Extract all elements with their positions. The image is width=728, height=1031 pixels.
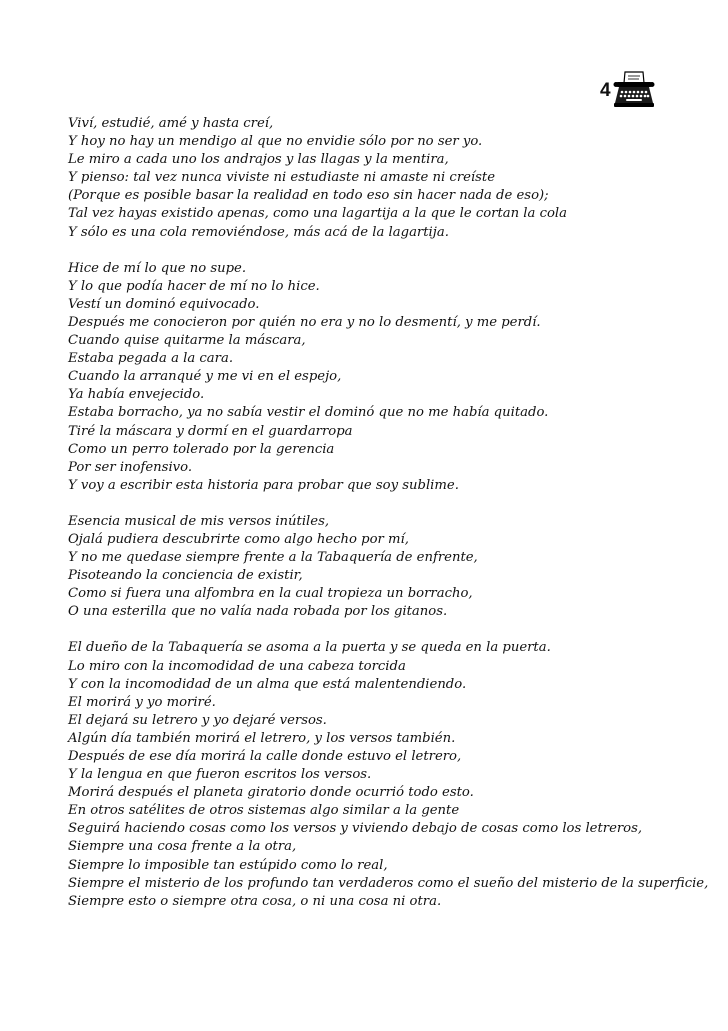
poem-line: Estaba pegada a la cara. bbox=[68, 351, 234, 367]
stanza bbox=[68, 115, 688, 242]
poem-body bbox=[68, 115, 709, 929]
typewriter-icon bbox=[613, 70, 655, 108]
poem-line: Siempre lo imposible tan estúpido como lo real, bbox=[68, 857, 388, 873]
stanza bbox=[68, 513, 688, 622]
stanza bbox=[68, 639, 709, 910]
poem-line: Después de ese día morirá la calle donde estuvo el letrero, bbox=[68, 749, 462, 764]
poem-line: Siempre una cosa frente a la otra, bbox=[68, 839, 297, 855]
page-number: 4 bbox=[600, 80, 611, 101]
poem-line: Y con la incomodidad de un alma que está malentendiendo. bbox=[68, 676, 467, 692]
poem-line: Ya había envejecido. bbox=[68, 387, 205, 403]
poem-line: Y lo que podía hacer de mí no lo hice. bbox=[68, 278, 320, 294]
poem-line: O una esterilla que no valía nada robada por los gitanos. bbox=[68, 604, 448, 620]
poem-line: (Porque es posible basar la realidad en todo eso sin hacer nada de eso); bbox=[68, 188, 549, 204]
poem-line: Siempre el misterio de los profundo tan verdaderos como el sueño del misterio de la superficie, bbox=[68, 875, 709, 891]
poem-line: Tiré la máscara y dormí en el guardarropa bbox=[68, 423, 353, 439]
poem-line: Pisoteando la conciencia de existir, bbox=[68, 568, 303, 584]
stanza bbox=[68, 260, 688, 495]
page-header bbox=[600, 70, 655, 108]
poem-line: El dueño de la Tabaquería se asoma a la puerta y se queda en la puerta. bbox=[68, 640, 551, 656]
poem-line: Morirá después el planeta giratorio donde ocurrió todo esto. bbox=[68, 785, 474, 801]
poem-line: Lo miro con la incomodidad de una cabeza torcida bbox=[68, 658, 406, 674]
poem-line: Le miro a cada uno los andrajos y las llagas y la mentira, bbox=[68, 152, 449, 168]
poem-line: Cuando quise quitarme la máscara, bbox=[68, 333, 306, 349]
poem-line: El morirá y yo moriré. bbox=[68, 694, 216, 710]
poem-line: El dejará su letrero y yo dejaré versos. bbox=[68, 712, 327, 728]
poem-line: Como un perro tolerado por la gerencia bbox=[68, 441, 335, 457]
poem-line: Hice de mí lo que no supe. bbox=[68, 260, 247, 276]
poem-line: Cuando la arranqué y me vi en el espejo, bbox=[68, 369, 342, 385]
poem-line: Y la lengua en que fueron escritos los versos. bbox=[68, 767, 372, 783]
poem-line: Y no me quedase siempre frente a la Tabaquería de enfrente, bbox=[68, 550, 478, 566]
poem-line: Tal vez hayas existido apenas, como una lagartija a la que le cortan la cola bbox=[68, 206, 567, 222]
poem-line: Vestí un dominó equivocado. bbox=[68, 296, 260, 312]
poem-line: En otros satélites de otros sistemas algo similar a la gente bbox=[68, 803, 460, 819]
poem-line: Ojalá pudiera descubrirte como algo hecho por mí, bbox=[68, 531, 409, 547]
poem-line: Viví, estudié, amé y hasta creí, bbox=[68, 116, 274, 131]
poem-line: Como si fuera una alfombra en la cual tropieza un borracho, bbox=[68, 586, 473, 602]
poem-line: Después me conocieron por quién no era y no lo desmentí, y me perdí. bbox=[68, 314, 541, 330]
poem-line: Esencia musical de mis versos inútiles, bbox=[68, 513, 330, 529]
poem-line: Por ser inofensivo. bbox=[68, 459, 193, 475]
poem-line: Y sólo es una cola removiéndose, más acá de la lagartija. bbox=[68, 224, 449, 240]
poem-line: Estaba borracho, ya no sabía vestir el dominó que no me había quitado. bbox=[68, 405, 549, 421]
poem-line: Siempre esto o siempre otra cosa, o ni una cosa ni otra. bbox=[68, 893, 442, 909]
poem-line: Y pienso: tal vez nunca viviste ni estudiaste ni amaste ni creíste bbox=[68, 170, 496, 186]
poem-line: Y voy a escribir esta historia para probar que soy sublime. bbox=[68, 477, 459, 493]
poem-line: Algún día también morirá el letrero, y los versos también. bbox=[68, 730, 456, 746]
poem-line: Y hoy no hay un mendigo al que no envidie sólo por no ser yo. bbox=[68, 134, 483, 150]
poem-line: Seguirá haciendo cosas como los versos y viviendo debajo de cosas como los letreros, bbox=[68, 821, 643, 837]
